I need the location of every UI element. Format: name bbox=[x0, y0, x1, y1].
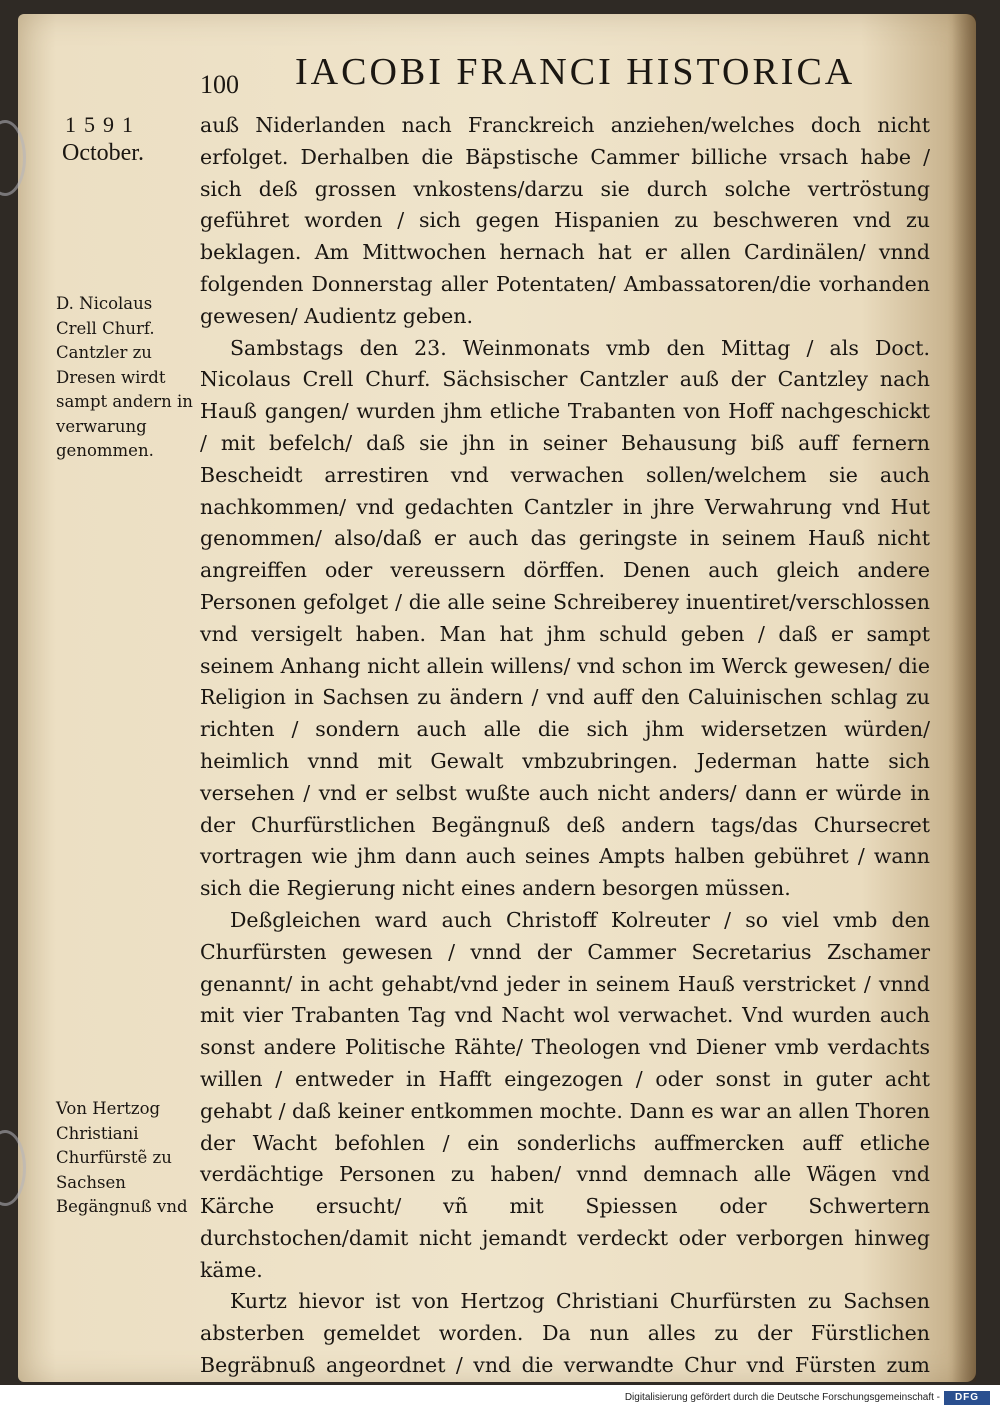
main-text-block bbox=[200, 110, 930, 1385]
margin-month: October. bbox=[62, 140, 144, 166]
page-header bbox=[200, 50, 870, 99]
side-note-funeral: Von Hertzog Christiani Churfürstẽ zu Sachsen Begängnuß vnd bbox=[56, 1099, 188, 1216]
paragraph: Kurtz hievor ist von Hertzog Christiani Churfürsten zu Sachsen absterben gemeldet worden. Da nun alles zu der Fürstlichen Begräbnuß angeordnet / vnd die verwandte Chur vnd Fürsten zum bbox=[200, 1289, 930, 1378]
side-note-crell: D. Nicolaus Crell Churf. Cantzler zu Dresen wirdt sampt andern in verwarung genommen. bbox=[56, 294, 193, 460]
margin-year: 1591 bbox=[65, 112, 141, 137]
running-title: IACOBI FRANCI HISTORICA bbox=[295, 51, 856, 93]
digitization-credit: Digitalisierung gefördert durch die Deutsche Forschungsgemeinschaft - bbox=[624, 1392, 940, 1403]
page-curl-shadow bbox=[952, 14, 976, 1382]
paragraph: auß Niderlanden nach Franckreich anziehen/welches doch nicht erfolget. Derhalben die Bäpstische Cammer billiche vrsach habe / sich deß grossen vnkostens/darzu sie durch solche vertröstung geführet worden / sich gegen Hispanien zu beschweren vnd zu beklagen. Am Mittwochen hernach hat er allen Cardinälen/ vnnd folgenden Donnerstag aller Potentaten/ Ambassatoren/die vorhanden gewesen/ Audientz geben. bbox=[200, 113, 930, 328]
page-number: 100 bbox=[200, 70, 239, 99]
dfg-logo: DFG bbox=[944, 1391, 990, 1405]
paragraph: Sambstags den 23. Weinmonats vmb den Mittag / als Doct. Nicolaus Crell Churf. Sächsischer Cantzler auß der Cantzley nach Hauß gangen/ wurden jhm etliche Trabanten von Hoff nachgeschickt / mit befelch/ daß sie jhn in seiner Behausung biß auff fernern Bescheidt arrestiren vnd verwachen sollen/welchem sie auch nachkommen/ vnd gedachten Cantzler in jhre Verwahrung vnd Hut genommen/ also/daß er auch das geringste in seinem Hauß nicht angreiffen oder vereussern dörffen. Denen auch gleich andere Personen gefolget / die alle seine Schreiberey inuentiret/verschlossen vnd versigelt haben. Man hat jhm schuld geben / daß er sampt seinem Anhang nicht allein willens/ vnd schon im Werck gewesen/ die Religion in Sachsen zu ändern / vnd auff den Caluinischen schlag zu richten / sondern auch alle die sich jhm widersetzen würden/ heimlich vnnd mit Gewalt vmbzubringen. Jederman hatte sich versehen / vnd er selbst wußte auch nicht anders/ dann er würde in der Churfürstlichen Begängnuß deß andern tags/das Chursecret vortragen wie jhm dann auch seines Ampts halben gebühret / wann sich die Regierung nicht eines andern besorgen müssen. bbox=[200, 335, 930, 901]
paragraph: Deßgleichen ward auch Christoff Kolreuter / so viel vmb den Churfürsten gewesen / vnnd der Cammer Secretarius Zschamer genannt/ in acht gehabt/vnd jeder in seinem Hauß verstricket / vnnd mit vier Trabanten Tag vnd Nacht wol verwachet. Vnd wurden auch sonst andere Politische Rähte/ Theologen vnd Diener vmb verdachts willen / entweder in Hafft eingezogen / oder sonst in guter acht gehabt / daß keiner entkommen mochte. Dann es war an allen Thoren der Wacht befohlen / ein sonderlichs auffmercken auff etliche verdächtige Personen zu haben/ vnnd demnach alle Wägen vnd Kärche ersucht/ vñ mit Spiessen oder Schwertern durchstochen/damit nicht jemandt verdeckt oder verborgen hinweg käme. bbox=[200, 907, 930, 1282]
